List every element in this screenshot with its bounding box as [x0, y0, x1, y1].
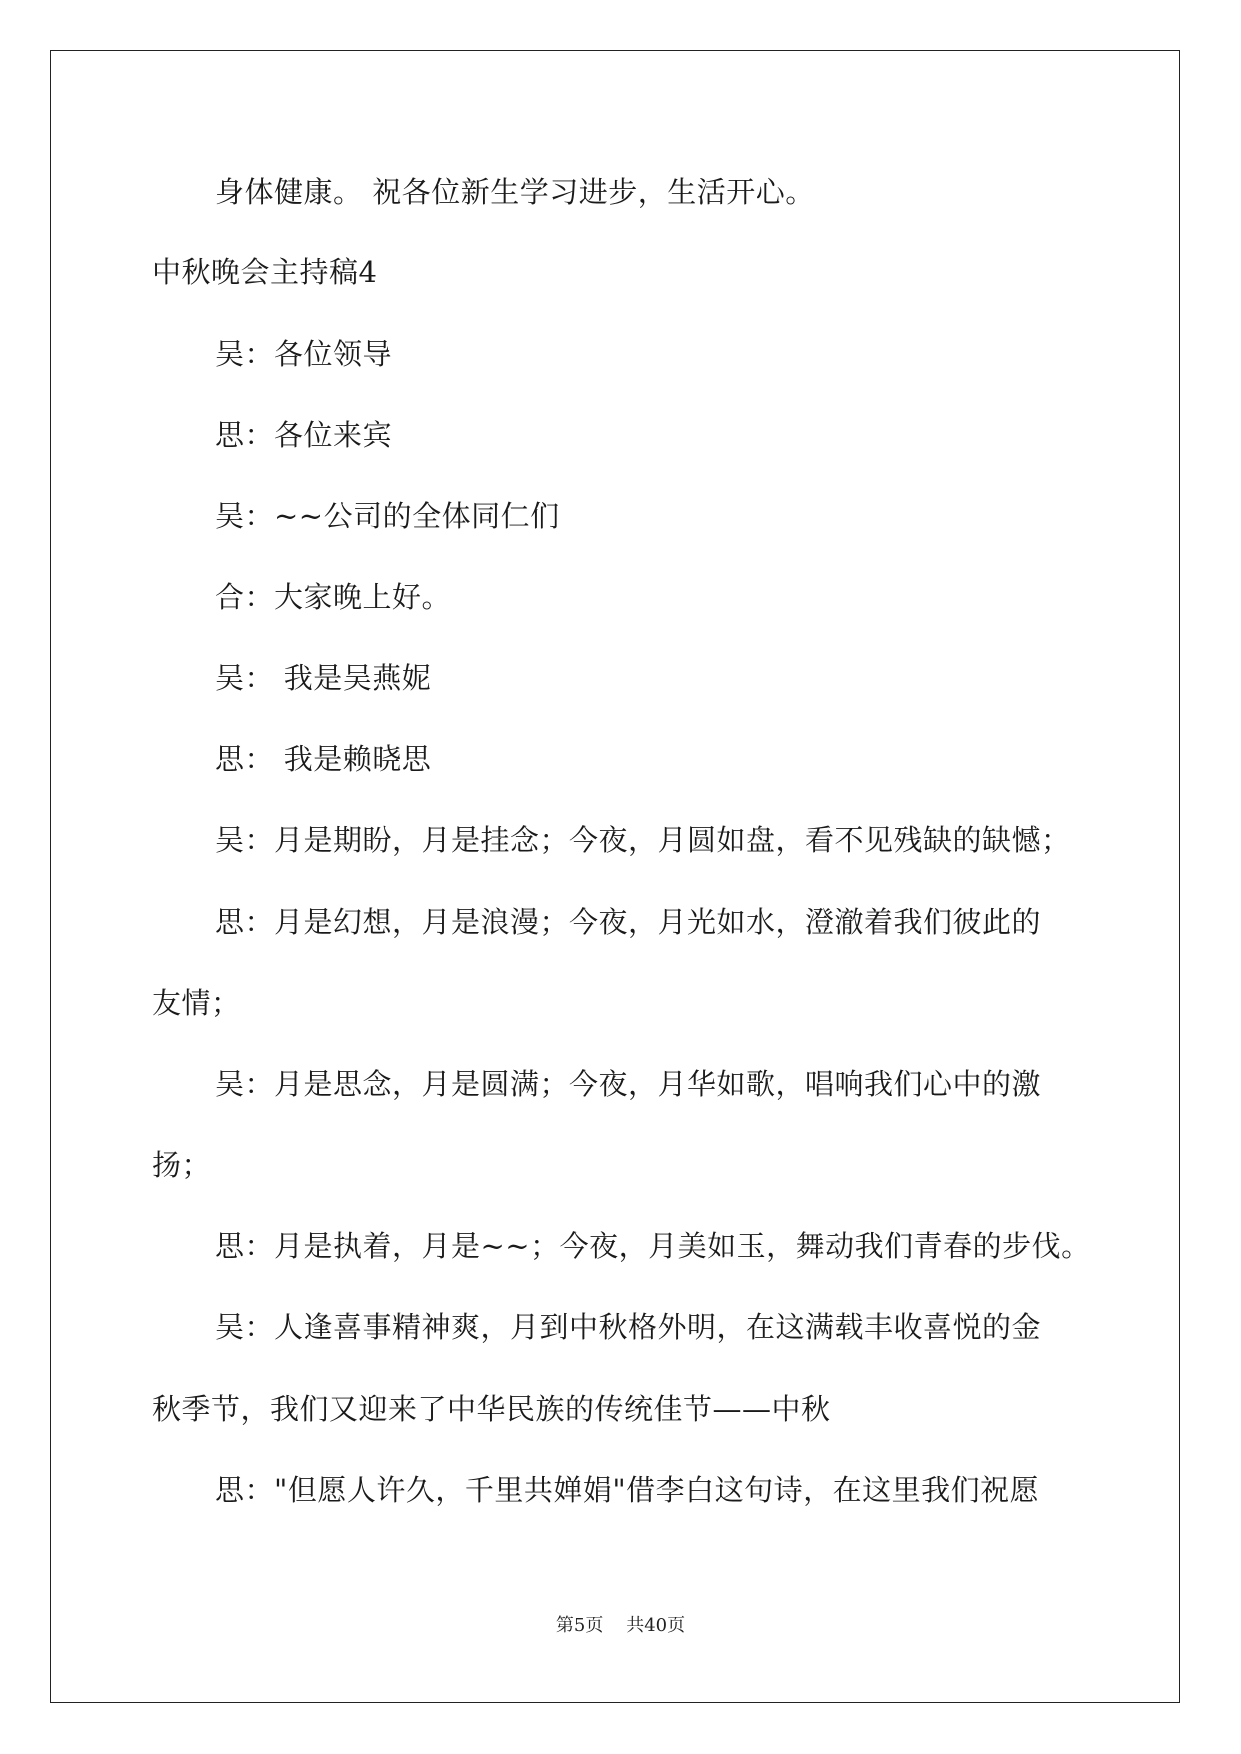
body-line: 扬；	[152, 1148, 212, 1182]
page-border	[50, 50, 1180, 1703]
body-line: 合：大家晚上好。	[215, 580, 452, 614]
section-heading: 中秋晚会主持稿4	[152, 255, 378, 289]
body-line: 友情；	[152, 986, 241, 1020]
body-line: 吴：各位领导	[215, 337, 393, 371]
body-line: 秋季节，我们又迎来了中华民族的传统佳节——中秋	[152, 1392, 831, 1426]
page-number: 第5页 共40页	[555, 1615, 686, 1636]
body-line: 思："但愿人许久，千里共婵娟"借李白这句诗，在这里我们祝愿	[215, 1473, 1040, 1507]
body-line: 身体健康。 祝各位新生学习进步，生活开心。	[215, 175, 815, 209]
body-line: 吴：人逢喜事精神爽，月到中秋格外明，在这满载丰收喜悦的金	[215, 1310, 1042, 1344]
body-line: 吴：月是思念，月是圆满；今夜，月华如歌，唱响我们心中的激	[215, 1067, 1042, 1101]
body-line: 吴：月是期盼，月是挂念；今夜，月圆如盘，看不见残缺的缺憾；	[215, 823, 1071, 857]
body-line: 吴：~~公司的全体同仁们	[215, 499, 560, 533]
body-line: 思：月是执着，月是~~；今夜，月美如玉，舞动我们青春的步伐。	[215, 1229, 1091, 1263]
body-line: 思：月是幻想，月是浪漫；今夜，月光如水，澄澈着我们彼此的	[215, 905, 1042, 939]
body-line: 思：各位来宾	[215, 418, 393, 452]
body-line: 思： 我是赖晓思	[215, 742, 432, 776]
body-line: 吴： 我是吴燕妮	[215, 661, 432, 695]
